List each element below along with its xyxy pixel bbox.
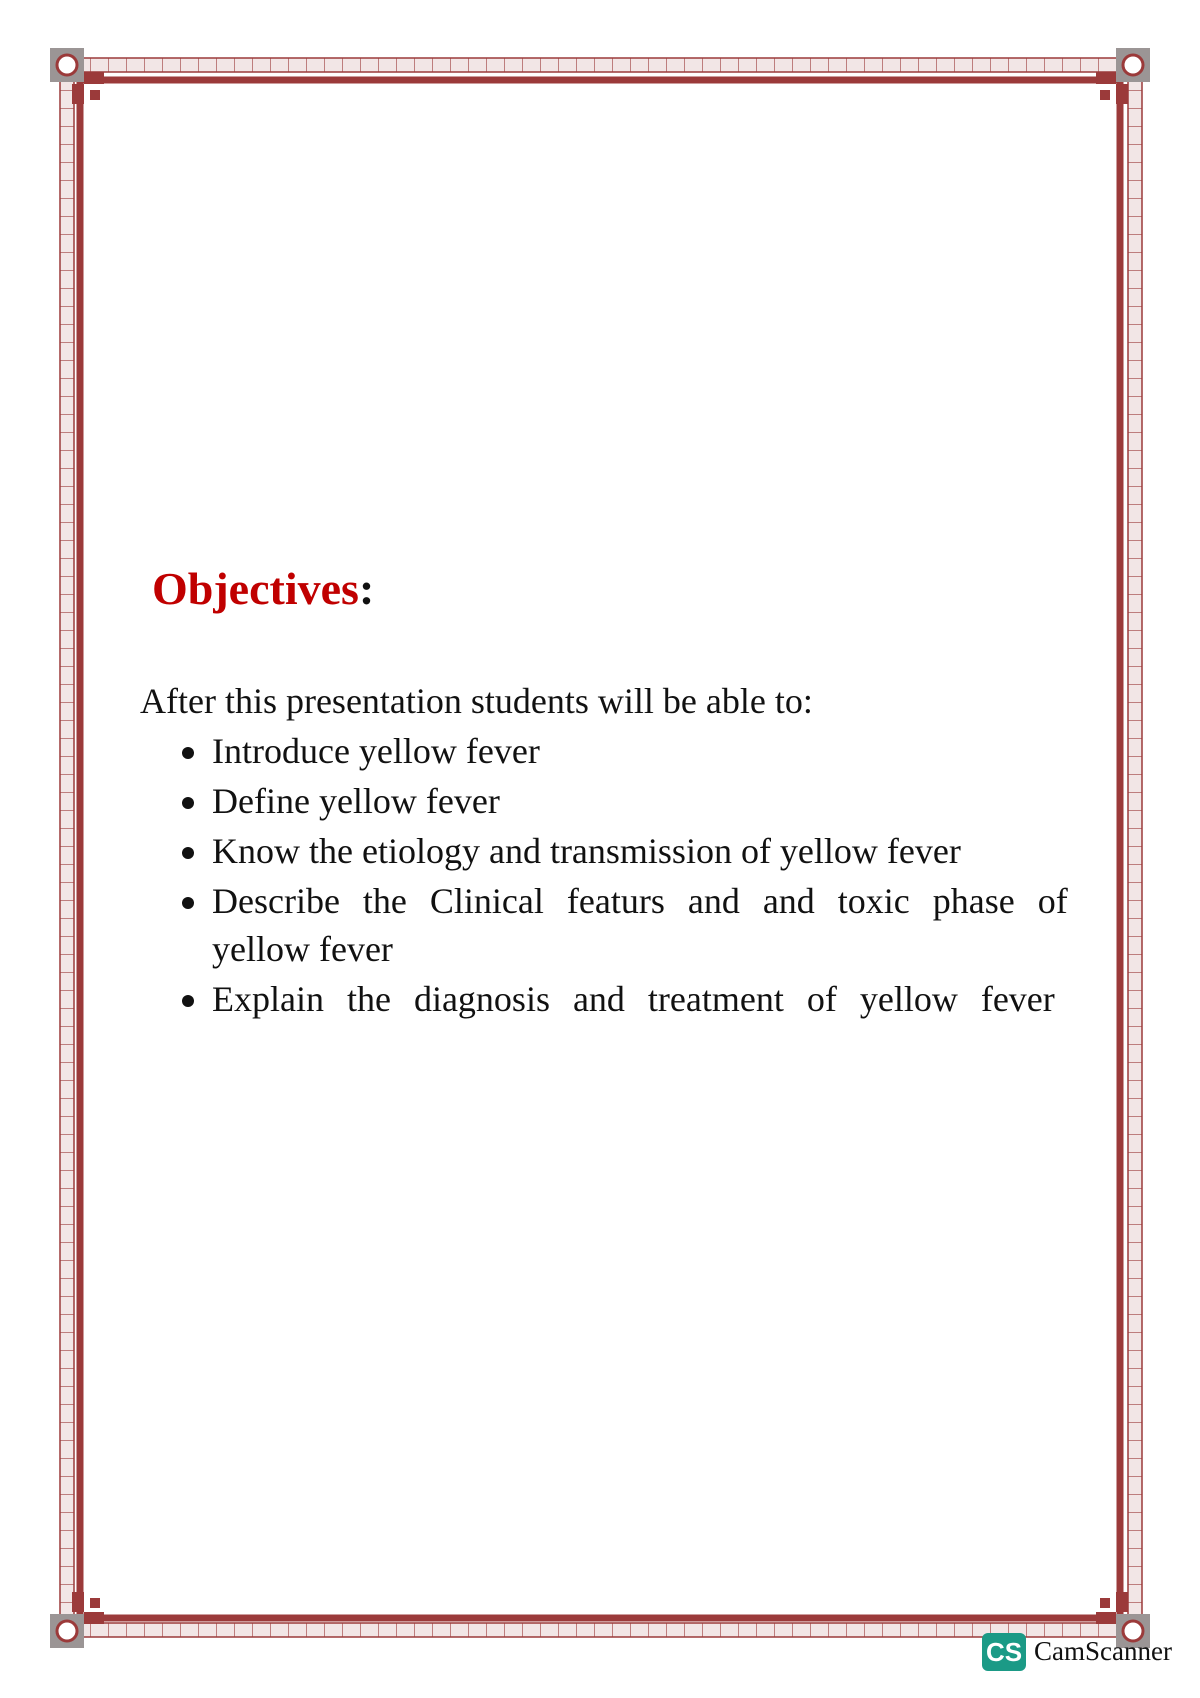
- list-item: Define yellow fever: [212, 781, 500, 821]
- objectives-heading: [152, 562, 374, 615]
- intro-text: After this presentation students will be able to:: [140, 681, 813, 721]
- list-item: Explain the diagnosis and treatment of yellow fever: [212, 979, 1055, 1019]
- camscanner-logo-icon: CS: [982, 1633, 1026, 1671]
- list-item: Know the etiology and transmission of yellow fever: [212, 831, 961, 871]
- camscanner-label: CamScanner: [1034, 1636, 1172, 1666]
- objectives-heading-word: Objectives: [152, 563, 359, 614]
- list-item: Introduce yellow fever: [212, 731, 540, 771]
- objectives-heading-colon: :: [358, 563, 375, 614]
- list-item-continuation: yellow fever: [212, 929, 393, 969]
- list-item: Describe the Clinical featurs and and toxic phase of: [212, 881, 1068, 921]
